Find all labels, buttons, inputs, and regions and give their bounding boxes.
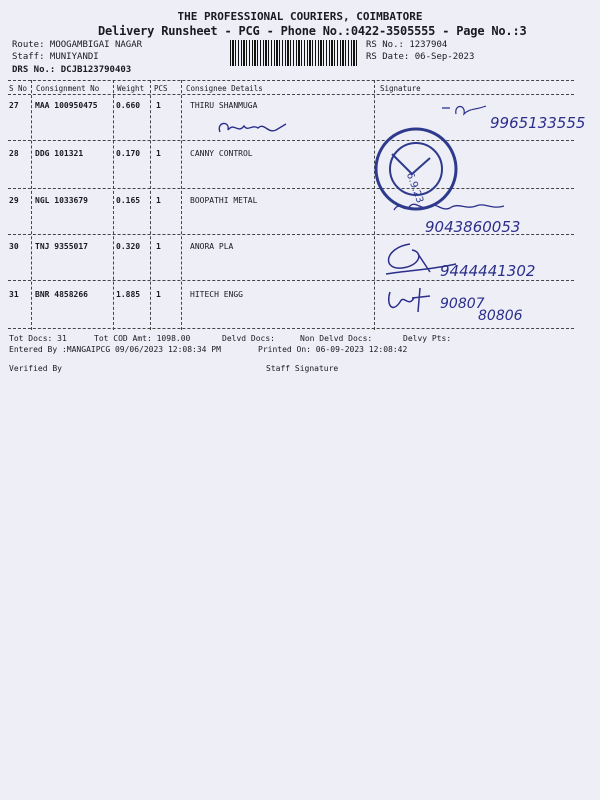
table-rule-row xyxy=(8,280,574,281)
cell-weight: 0.320 xyxy=(116,242,141,251)
signature-scribble xyxy=(214,116,294,140)
table-rule-row xyxy=(8,188,574,189)
non-delivered-docs: Non Delvd Docs: xyxy=(300,334,373,343)
rs-date: RS Date: 06-Sep-2023 xyxy=(366,52,475,62)
signature-scribble xyxy=(440,100,490,122)
barcode-image xyxy=(230,40,358,66)
cell-sno: 31 xyxy=(9,290,19,299)
cell-pcs: 1 xyxy=(156,196,161,205)
cell-consignment: TNJ 9355017 xyxy=(35,242,88,251)
rs-number: RS No.: 1237904 xyxy=(366,40,448,50)
staff-label: Staff: MUNIYANDI xyxy=(12,52,99,62)
table-rule-bottom xyxy=(8,328,574,329)
cell-sno: 30 xyxy=(9,242,19,251)
printed-on: Printed On: 06-09-2023 12:08:42 xyxy=(258,345,408,354)
cell-consignee: HITECH ENGG xyxy=(190,290,243,299)
cell-sno: 27 xyxy=(9,101,19,110)
cell-consignee: CANNY CONTROL xyxy=(190,149,253,158)
staff-signature-label: Staff Signature xyxy=(266,364,339,373)
company-name: THE PROFESSIONAL COURIERS, COIMBATORE xyxy=(177,10,423,23)
handwritten-phone: 9965133555 xyxy=(490,114,586,132)
entered-by: Entered By :MANGAIPCG 09/06/2023 12:08:34 PM xyxy=(9,345,221,354)
drs-number: DRS No.: DCJB123790403 xyxy=(12,65,132,75)
cell-consignment: MAA 100950475 xyxy=(35,101,98,110)
col-header-weight: Weight xyxy=(117,84,145,93)
cell-pcs: 1 xyxy=(156,101,161,110)
delivered-docs: Delvd Docs: xyxy=(222,334,275,343)
cell-consignee: THIRU SHANMUGA xyxy=(190,101,258,110)
cell-consignee: ANORA PLA xyxy=(190,242,234,251)
total-docs: Tot Docs: 31 xyxy=(9,334,67,343)
handwritten-phone: 90807 xyxy=(440,296,485,312)
cell-pcs: 1 xyxy=(156,242,161,251)
cell-pcs: 1 xyxy=(156,149,161,158)
table-rule-row xyxy=(8,140,574,141)
table-col-divider xyxy=(181,80,182,330)
cell-weight: 0.165 xyxy=(116,196,141,205)
cell-consignee: BOOPATHI METAL xyxy=(190,196,258,205)
handwritten-phone: 9444441302 xyxy=(440,262,536,280)
table-col-divider xyxy=(31,80,32,330)
table-rule-top xyxy=(8,80,574,81)
cell-weight: 0.660 xyxy=(116,101,141,110)
stamp-date: 6.9.23 xyxy=(403,171,426,205)
handwritten-phone: 9043860053 xyxy=(425,218,521,236)
delivery-points: Delvy Pts: xyxy=(403,334,452,343)
handwritten-phone: 80806 xyxy=(478,308,523,324)
cell-consignment: BNR 4858266 xyxy=(35,290,88,299)
verified-by-label: Verified By xyxy=(9,364,62,373)
cell-weight: 0.170 xyxy=(116,149,141,158)
col-header-sno: S No xyxy=(9,84,28,93)
cell-consignment: NGL 1033679 xyxy=(35,196,88,205)
col-header-consignment: Consignment No xyxy=(36,84,100,93)
col-header-pcs: PCS xyxy=(154,84,168,93)
route-label: Route: MOOGAMBIGAI NAGAR xyxy=(12,40,143,50)
col-header-consignee: Consignee Details xyxy=(186,84,263,93)
table-col-divider xyxy=(113,80,114,330)
signature-scribble xyxy=(384,284,444,318)
cell-sno: 29 xyxy=(9,196,19,205)
table-col-divider xyxy=(150,80,151,330)
col-header-signature: Signature xyxy=(380,84,421,93)
table-rule-header xyxy=(8,94,574,95)
runsheet-subtitle: Delivery Runsheet - PCG - Phone No.:0422-3505555 - Page No.:3 xyxy=(98,24,527,38)
total-cod-amount: Tot COD Amt: 1098.00 xyxy=(94,334,191,343)
courier-stamp xyxy=(368,124,464,214)
cell-weight: 1.885 xyxy=(116,290,141,299)
cell-pcs: 1 xyxy=(156,290,161,299)
cell-consignment: DDG 101321 xyxy=(35,149,84,158)
cell-sno: 28 xyxy=(9,149,19,158)
